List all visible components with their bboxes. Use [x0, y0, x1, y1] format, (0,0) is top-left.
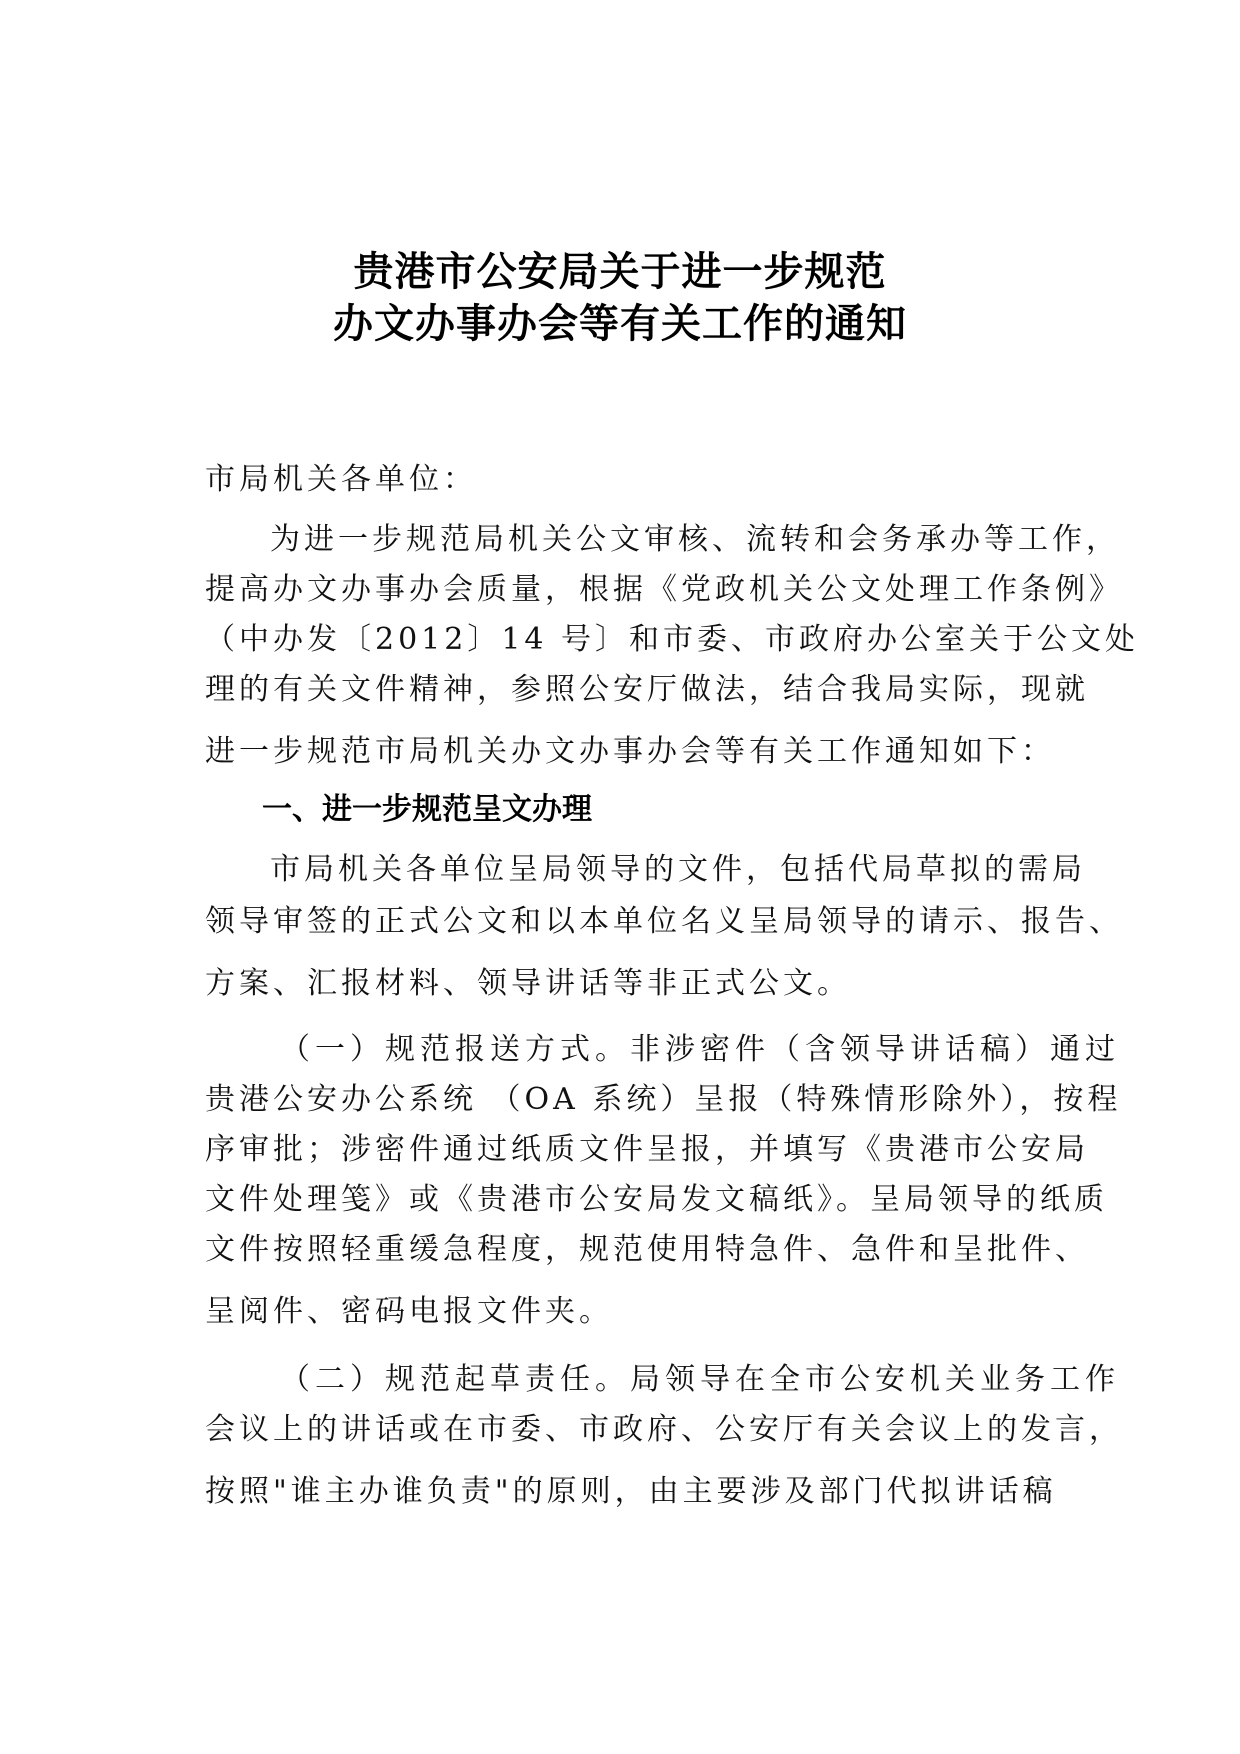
- para2-line-1: 市局机关各单位呈局领导的文件，包括代局草拟的需局: [270, 852, 1086, 887]
- para2-line-3: 方案、汇报材料、领导讲话等非正式公文。: [205, 966, 851, 1001]
- para3-line-1: （一）规范报送方式。非涉密件（含领导讲话稿）通过: [280, 1032, 1120, 1067]
- section-heading: 一、进一步规范呈文办理: [262, 792, 592, 827]
- document-title-line-2: 办文办事办会等有关工作的通知: [333, 301, 907, 347]
- para3-line-2: 贵港公安办公系统 （OA 系统）呈报（特殊情形除外），按程: [205, 1082, 1122, 1117]
- para1-line-3: （中办发〔2012〕14 号〕和市委、市政府办公室关于公文处: [205, 622, 1140, 657]
- document-title-line-1: 贵港市公安局关于进一步规范: [353, 249, 887, 295]
- para3-line-6: 呈阅件、密码电报文件夹。: [205, 1294, 613, 1329]
- para1-line-4: 理的有关文件精神，参照公安厅做法，结合我局实际，现就: [205, 672, 1089, 707]
- para1-line-2: 提高办文办事办会质量，根据《党政机关公文处理工作条例》: [205, 572, 1123, 607]
- para3-line-5: 文件按照轻重缓急程度，规范使用特急件、急件和呈批件、: [205, 1232, 1089, 1267]
- para2-line-2: 领导审签的正式公文和以本单位名义呈局领导的请示、报告、: [205, 904, 1123, 939]
- para4-line-3: 按照"谁主办谁负责"的原则，由主要涉及部门代拟讲话稿: [205, 1474, 1057, 1509]
- para3-line-3: 序审批；涉密件通过纸质文件呈报，并填写《贵港市公安局: [205, 1132, 1089, 1167]
- para4-line-1: （二）规范起草责任。局领导在全市公安机关业务工作: [280, 1362, 1120, 1397]
- para3-line-4: 文件处理笺》或《贵港市公安局发文稿纸》。呈局领导的纸质: [205, 1182, 1108, 1217]
- para1-line-1: 为进一步规范局机关公文审核、流转和会务承办等工作，: [270, 522, 1120, 557]
- para4-line-2: 会议上的讲话或在市委、市政府、公安厅有关会议上的发言，: [205, 1412, 1123, 1447]
- para1-line-5: 进一步规范市局机关办文办事办会等有关工作通知如下：: [205, 734, 1055, 769]
- salutation: 市局机关各单位：: [205, 462, 477, 497]
